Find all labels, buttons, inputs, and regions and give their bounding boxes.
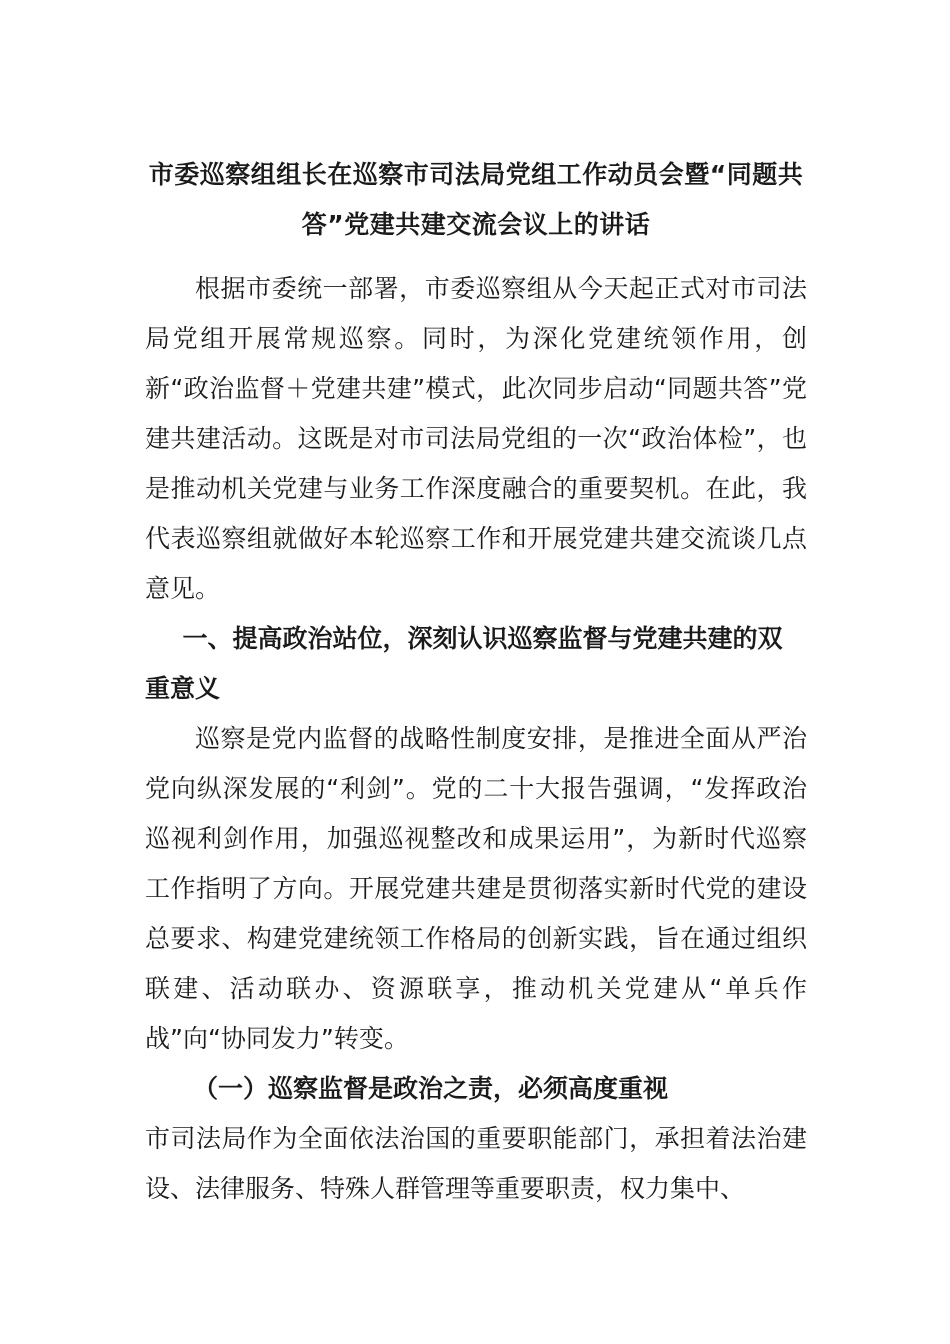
subsection-1-heading: （一）巡察监督是政治之责，必须高度重视	[193, 1074, 669, 1103]
section-1-paragraph: 巡察是党内监督的战略性制度安排，是推进全面从严治党向纵深发展的“利剑”。党的二十大报告强调，“发挥政治巡视利剑作用，加强巡视整改和成果运用”，为新时代巡察工作指明了方向。开展党建共建是贯彻落实新时代党的建设总要求、构建党建统领工作格局的创新实践，旨在通过组织联建、活动联办、资源联享，推动机关党建从“单兵作战”向“协同发力”转变。	[145, 724, 807, 1053]
subsection-1-paragraph: 市司法局作为全面依法治国的重要职能部门，承担着法治建设、法律服务、特殊人群管理等重要职责，权力集中、	[145, 1124, 807, 1203]
document-page	[145, 150, 807, 1214]
intro-paragraph: 根据市委统一部署，市委巡察组从今天起正式对市司法局党组开展常规巡察。同时，为深化党建统领作用，创新“政治监督＋党建共建”模式，此次同步启动“同题共答”党建共建活动。这既是对市司法局党组的一次“政治体检”，也是推动机关党建与业务工作深度融合的重要契机。在此，我代表巡察组就做好本轮巡察工作和开展党建共建交流谈几点意见。	[145, 274, 807, 603]
section-1-heading: 一、提高政治站位，深刻认识巡察监督与党建共建的双重意义	[145, 624, 783, 703]
document-title: 市委巡察组组长在巡察市司法局党组工作动员会暨“同题共答”党建共建交流会议上的讲话	[148, 160, 804, 239]
